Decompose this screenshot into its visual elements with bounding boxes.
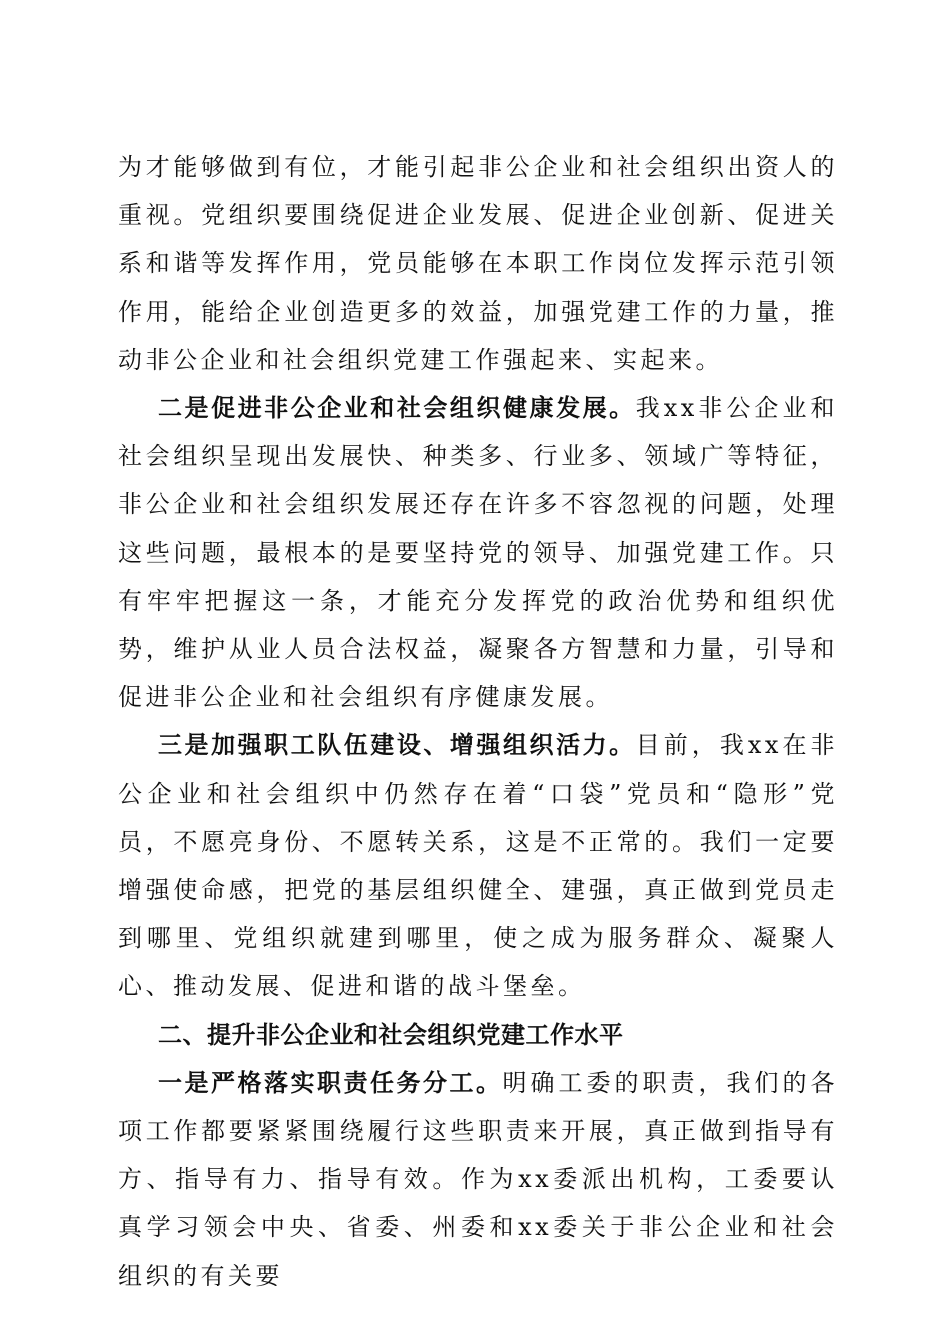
paragraph-point-one <box>118 1059 838 1300</box>
paragraph-text: 明确工委的职责，我们的各项工作都要紧紧围绕履行这些职责来开展，真正做到指导有方、指导有力、指导有效。作为xx委派出机构，工委要认真学习领会中央、省委、州委和xx委关于非公企业和社会组织的有关要 <box>118 1068 838 1290</box>
paragraph-continued <box>118 143 838 384</box>
paragraph-text: 目前，我xx在非公企业和社会组织中仍然存在着“口袋”党员和“隐形”党员，不愿亮身份、不愿转关系，这是不正常的。我们一定要增强使命感，把党的基层组织健全、建强，真正做到党员走到哪里、党组织就建到哪里，使之成为服务群众、凝聚人心、推动发展、促进和谐的战斗堡垒。 <box>118 731 839 1001</box>
paragraph-lead: 三是加强职工队伍建设、增强组织活力。 <box>158 731 636 760</box>
document-page <box>118 143 838 1300</box>
paragraph-lead: 一是严格落实职责任务分工。 <box>158 1068 503 1097</box>
paragraph-text: 为才能够做到有位，才能引起非公企业和社会组织出资人的重视。党组织要围绕促进企业发展、促进企业创新、促进关系和谐等发挥作用，党员能够在本职工作岗位发挥示范引领作用，能给企业创造更多的效益，加强党建工作的力量，推动非公企业和社会组织党建工作强起来、实起来。 <box>118 153 838 374</box>
paragraph-point-three <box>118 721 838 1010</box>
paragraph-text: 我xx非公企业和社会组织呈现出发展快、种类多、行业多、领域广等特征，非公企业和社会组织发展还存在许多不容忽视的问题，处理这些问题，最根本的是要坚持党的领导、加强党建工作。只有牢牢把握这一条，才能充分发挥党的政治优势和组织优势，维护从业人员合法权益，凝聚各方智慧和力量，引导和促进非公企业和社会组织有序健康发展。 <box>118 394 839 712</box>
section-heading: 二、提升非公企业和社会组织党建工作水平 <box>158 1020 624 1049</box>
paragraph-lead: 二是促进非公企业和社会组织健康发展。 <box>158 394 636 423</box>
paragraph-point-two <box>118 384 838 721</box>
